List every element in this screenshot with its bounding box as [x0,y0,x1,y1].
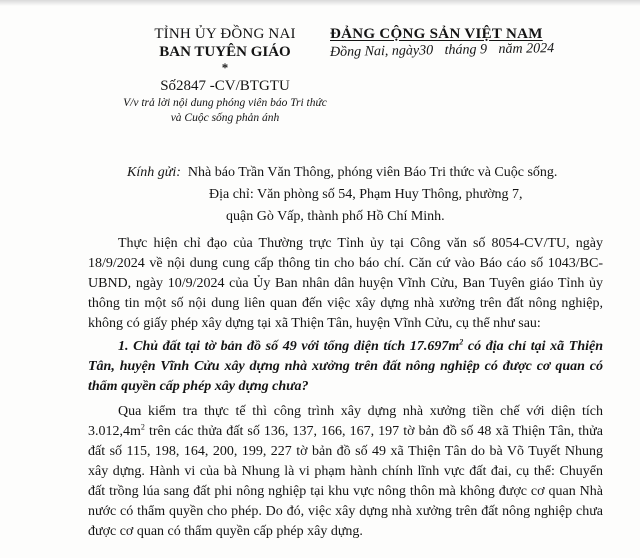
answer-1 [88,402,603,542]
question-1-text-b: có địa chỉ tại xã Thiện Tân, huyện Vĩnh Cửu xây dựng nhà xưởng trên đất nông nghiệp có được cơ quan có thẩm quyền cấp phép xây dựng chưa? [88,339,603,394]
party-header-block [330,26,620,61]
intro-paragraph: Thực hiện chỉ đạo của Thường trực Tỉnh ủy tại Công văn số 8054-CV/TU, ngày 18/9/2024 về nội dung cung cấp thông tin cho báo chí. Căn cứ vào Báo cáo số 1043/BC-UBND, ngày 10/9/2024 của Ủy Ban nhân dân huyện Vĩnh Cửu, Ban Tuyên giáo Tỉnh ủy thông tin một số nội dung liên quan đến việc xây dựng nhà xưởng trên đất nông nghiệp, không có giấy phép xây dựng tại xã Thiện Tân, huyện Vĩnh Cửu, cụ thể như sau: [88,236,603,331]
date-month-label: tháng [444,42,477,59]
salutation: Kính gửi: [127,165,181,180]
subject-line-1: V/v trả lời nội dung phóng viên báo Tri thức [123,97,327,109]
document-date [330,39,620,61]
issuing-authority-block [100,26,350,125]
date-year: 2024 [526,41,555,57]
recipient-address-2: quận Gò Vấp, thành phố Hồ Chí Minh. [226,209,445,224]
organization-name: TỈNH ỦY ĐỒNG NAI [154,26,296,42]
recipient-name: Nhà báo Trần Văn Thông, phóng viên Báo Tri thức và Cuộc sống. [187,165,558,180]
question-1 [88,337,603,397]
answer-1-text-b: trên các thửa đất số 136, 137, 166, 167, 197 tờ bản đồ số 48 xã Thiện Tân, thửa đất số 115, 198, 164, 200, 199, 227 tờ bản đồ số 49 xã Thiện Tân do bà Võ Tuyết Nhung xây dựng. Hành vi của bà Nhung là vi phạm hành chính lĩnh vực đất đai, cụ thể: Chuyển đất trồng lúa sang đất phi nông nghiệp tại khu vực nông thôn mà không được cơ quan Nhà nước có thẩm quyền cho phép. Do đó, việc xây dựng nhà xưởng trên đất nông nghiệp chưa được cơ quan có thẩm quyền cấp phép xây dựng. [88,424,603,539]
document-number: Số2847 -CV/BTGTU [160,78,290,94]
question-1-superscript: 2 [459,337,464,347]
department-name: BAN TUYÊN GIÁO [159,44,291,60]
recipient-line [127,162,627,184]
date-year-label: năm [498,41,523,58]
star-divider: * [221,60,229,75]
answer-1-superscript: 2 [140,422,145,432]
date-place: Đồng Nai, ngày [330,43,420,60]
subject-line-2: và Cuộc sống phản ánh [170,112,280,124]
date-month: 9 [479,42,487,58]
question-1-text-a: 1. Chủ đất tại tờ bản đồ số 49 với tổng diện tích 17.697m [118,339,460,354]
answer-1-text-a: Qua kiểm tra thực tế thì công trình xây dựng nhà xưởng tiền chế với diện tích 3.012,4m [88,404,603,439]
recipient-address-1: Địa chỉ: Văn phòng số 54, Phạm Huy Thông, phường 7, [209,187,523,202]
document-body [88,234,603,542]
date-day: 30 [419,43,434,59]
party-name: ĐẢNG CỘNG SẢN VIỆT NAM [330,26,543,42]
recipient-block [127,162,627,228]
